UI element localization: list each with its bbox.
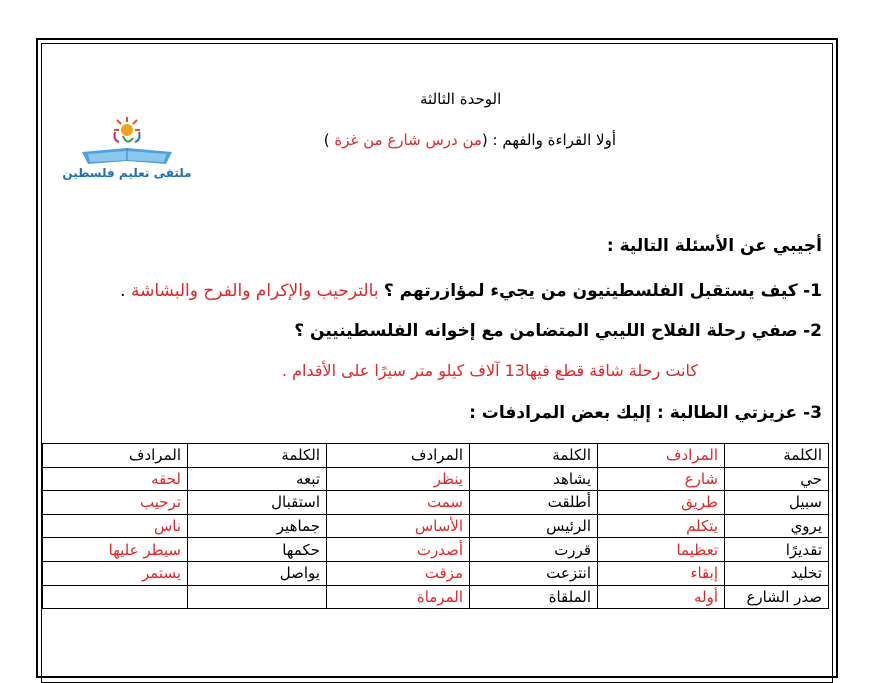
header-cell: الكلمة: [725, 444, 829, 468]
synonym-cell: المرماة: [327, 585, 470, 609]
word-cell: تخليد: [725, 561, 829, 585]
synonym-cell: [43, 585, 188, 609]
synonym-cell: سمت: [327, 491, 470, 515]
question-2-answer: كانت رحلة شاقة قطع فيها13 آلاف كيلو متر سيرًا على الأقدام .: [281, 361, 698, 380]
word-cell: استقبال: [188, 491, 327, 515]
question-1-answer-end: .: [120, 281, 126, 301]
lesson-title: من درس شارع من غزة: [334, 131, 482, 149]
table-header-row: [43, 444, 829, 468]
synonym-cell: أوله: [598, 585, 725, 609]
question-3-text: عزيزتي الطالبة : إليك بعض المرادفات :: [469, 403, 798, 423]
synonym-cell: طريق: [598, 491, 725, 515]
word-cell: يواصل: [188, 561, 327, 585]
question-2-text: صفي رحلة الفلاح الليبي المتضامن مع إخوانه الفلسطينيين ؟: [294, 321, 798, 341]
synonym-cell: ترحيب: [43, 491, 188, 515]
logo-text: ملتقى تعليم فلسطين: [62, 166, 192, 180]
word-cell: أطلقت: [470, 491, 598, 515]
word-cell: [188, 585, 327, 609]
synonym-cell: الأساس: [327, 514, 470, 538]
word-cell: حي: [725, 467, 829, 491]
table-row: [43, 538, 829, 562]
word-cell: تبعه: [188, 467, 327, 491]
word-cell: جماهير: [188, 514, 327, 538]
word-cell: الرئيس: [470, 514, 598, 538]
header-cell: المرادف: [327, 444, 470, 468]
word-cell: انتزعت: [470, 561, 598, 585]
instruction: أجيبي عن الأسئلة التالية :: [606, 236, 822, 256]
question-1-answer: بالترحيب والإكرام والفرح والبشاشة: [130, 281, 379, 301]
word-cell: يشاهد: [470, 467, 598, 491]
synonym-cell: تعظيما: [598, 538, 725, 562]
header-cell: الكلمة: [470, 444, 598, 468]
header-cell: المرادف: [598, 444, 725, 468]
table-row: [43, 585, 829, 609]
table-row: [43, 491, 829, 515]
synonym-cell: ناس: [43, 514, 188, 538]
question-3: [469, 403, 822, 423]
section-prefix: أولا القراءة والفهم : (: [481, 131, 616, 149]
header-cell: المرادف: [43, 444, 188, 468]
word-cell: قررت: [470, 538, 598, 562]
word-cell: الملقاة: [470, 585, 598, 609]
synonym-cell: أصدرت: [327, 538, 470, 562]
table-row: [43, 467, 829, 491]
word-cell: سبيل: [725, 491, 829, 515]
synonym-cell: إبقاء: [598, 561, 725, 585]
header-cell: الكلمة: [188, 444, 327, 468]
question-1-number: 1-: [803, 281, 822, 301]
word-cell: صدر الشارع: [725, 585, 829, 609]
question-2-number: 2-: [803, 321, 822, 341]
section-heading: [324, 131, 616, 149]
question-3-number: 3-: [803, 403, 822, 423]
synonym-cell: مزقت: [327, 561, 470, 585]
word-cell: حكمها: [188, 538, 327, 562]
synonym-cell: ينظر: [327, 467, 470, 491]
table-row: [43, 561, 829, 585]
synonym-cell: يستمر: [43, 561, 188, 585]
synonym-cell: يتكلم: [598, 514, 725, 538]
synonym-cell: لحقه: [43, 467, 188, 491]
unit-title: الوحدة الثالثة: [420, 90, 502, 108]
section-suffix: ): [323, 131, 335, 149]
table-row: [43, 514, 829, 538]
question-1: [120, 281, 822, 301]
synonym-cell: شارع: [598, 467, 725, 491]
synonym-cell: سيطر عليها: [43, 538, 188, 562]
question-2: [294, 321, 822, 341]
word-cell: يروي: [725, 514, 829, 538]
synonyms-table: [42, 443, 829, 609]
word-cell: تقديرًا: [725, 538, 829, 562]
question-1-text: كيف يستقبل الفلسطينيون من يجيء لمؤازرتهم ؟: [383, 281, 798, 301]
